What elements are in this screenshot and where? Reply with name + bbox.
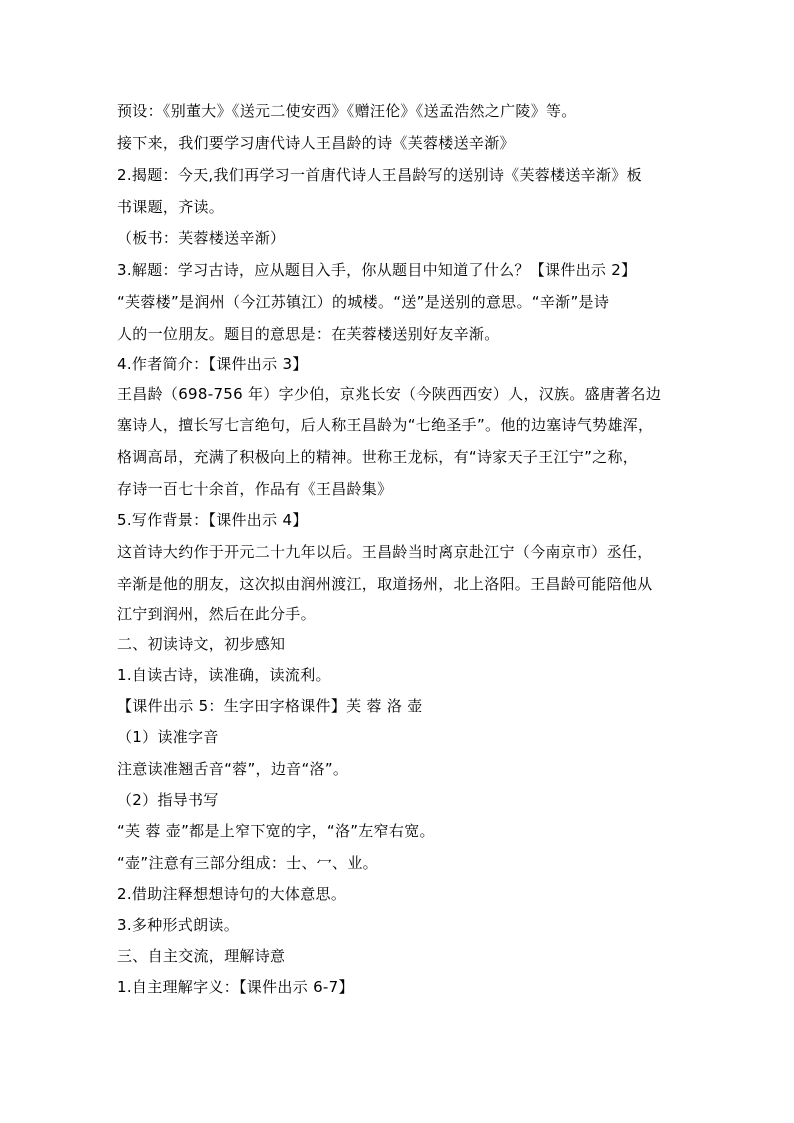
text-line: 1.自主理解字义：【课件出示 6-7】 <box>117 978 354 996</box>
text-line: 江宁到润州，然后在此分手。 <box>117 605 316 623</box>
text-line: 书课题，齐读。 <box>117 198 225 216</box>
text-line: 3.解题：学习古诗，应从题目入手，你从题目中知道了什么？【课件出示 2】 <box>117 261 637 279</box>
text-line: 预设：《别董大》《送元二使安西》《赠汪伦》《送孟浩然之广陵》等。 <box>117 102 577 120</box>
text-line: “芙 蓉 壶”都是上窄下宽的字，“洛”左窄右宽。 <box>117 822 435 840</box>
text-line: （1）读准字音 <box>117 728 219 746</box>
text-line: 二、初读诗文，初步感知 <box>117 635 286 653</box>
text-line: 【课件出示 5：生字田字格课件】芙 蓉 洛 壶 <box>117 697 423 715</box>
text-line: （板书：芙蓉楼送辛渐） <box>117 229 286 247</box>
text-line: 2.揭题：今天,我们再学习一首唐代诗人王昌龄写的送别诗《芙蓉楼送辛渐》板 <box>117 166 642 184</box>
text-line: 3.多种形式朗读。 <box>117 916 240 934</box>
text-line: 注意读准翘舌音“蓉”，边音“洛”。 <box>117 760 349 778</box>
text-line: 这首诗大约作于开元二十九年以后。王昌龄当时离京赴江宁（今南京市）丞任， <box>117 543 653 561</box>
text-line: 格调高昂，充满了积极向上的精神。世称王龙标，有“诗家天子王江宁”之称， <box>117 448 639 466</box>
text-line: “芙蓉楼”是润州（今江苏镇江）的城楼。“送”是送别的意思。“辛渐”是诗 <box>117 293 610 311</box>
text-line: 2.借助注释想想诗句的大体意思。 <box>117 885 347 903</box>
text-line: 4.作者简介：【课件出示 3】 <box>117 355 308 373</box>
text-line: “壶”注意有三部分组成：士、冖、业。 <box>117 854 378 872</box>
text-line: 1.自读古诗，读准确，读流利。 <box>117 666 331 684</box>
text-line: 王昌龄（698-756 年）字少伯，京兆长安（今陕西西安）人，汉族。盛唐著名边 <box>117 385 662 403</box>
text-line: 5.写作背景：【课件出示 4】 <box>117 511 308 529</box>
text-line: 塞诗人，擅长写七言绝句，后人称王昌龄为“七绝圣手”。他的边塞诗气势雄浑， <box>117 416 654 434</box>
text-line: 存诗一百七十余首，作品有《王昌龄集》 <box>117 480 393 498</box>
text-line: 接下来，我们要学习唐代诗人王昌龄的诗《芙蓉楼送辛渐》 <box>117 134 515 152</box>
text-line: （2）指导书写 <box>117 791 219 809</box>
text-line: 人的一位朋友。题目的意思是：在芙蓉楼送别好友辛渐。 <box>117 325 500 343</box>
text-line: 三、自主交流，理解诗意 <box>117 947 286 965</box>
text-line: 辛渐是他的朋友，这次拟由润州渡江，取道扬州，北上洛阳。王昌龄可能陪他从 <box>117 575 653 593</box>
